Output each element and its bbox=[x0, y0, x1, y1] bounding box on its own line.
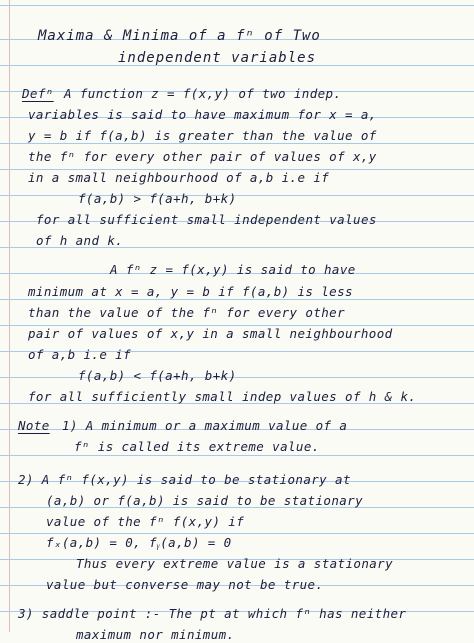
title-line-2: independent variables bbox=[118, 50, 317, 66]
note-label: Note bbox=[18, 418, 50, 433]
note-2-line: Thus every extreme value is a stationary bbox=[76, 556, 394, 571]
title-line-1: Maxima & Minima of a fⁿ of Two bbox=[38, 28, 321, 44]
minimum-line: than the value of the fⁿ for every other bbox=[28, 305, 346, 320]
definition-line: the fⁿ for every other pair of values of x,y bbox=[28, 149, 377, 164]
definition-line: of h and k. bbox=[36, 233, 124, 248]
definition-label: Defⁿ bbox=[22, 86, 54, 101]
margin-line bbox=[9, 0, 10, 632]
definition-line: in a small neighbourhood of a,b i.e if bbox=[28, 170, 330, 185]
note-2-line: value of the fⁿ f(x,y) if bbox=[46, 514, 245, 529]
minimum-line: for all sufficiently small indep values of h & k. bbox=[28, 389, 417, 404]
note-3-line: 3) saddle point :- The pt at which fⁿ has neither bbox=[18, 606, 407, 621]
definition-line: y = b if f(a,b) is greater than the value of bbox=[28, 128, 377, 143]
note-2-line: value but converse may not be true. bbox=[46, 577, 324, 592]
definition-inequality: f(a,b) > f(a+h, b+k) bbox=[78, 191, 237, 206]
definition-line: variables is said to have maximum for x = a, bbox=[28, 107, 377, 122]
minimum-line: pair of values of x,y in a small neighbourhood bbox=[28, 326, 393, 341]
note-1-line: fⁿ is called its extreme value. bbox=[74, 439, 320, 454]
note-3-line: maximum nor minimum. bbox=[76, 627, 235, 642]
note-2-line: (a,b) or f(a,b) is said to be stationary bbox=[46, 493, 364, 508]
minimum-line: of a,b i.e if bbox=[28, 347, 132, 362]
definition-line: A function z = f(x,y) of two indep. bbox=[64, 86, 342, 101]
note-2-equations: fₓ(a,b) = 0, fᵧ(a,b) = 0 bbox=[46, 535, 232, 550]
minimum-line: minimum at x = a, y = b if f(a,b) is less bbox=[28, 284, 353, 299]
definition-line: for all sufficient small independent values bbox=[36, 212, 377, 227]
minimum-inequality: f(a,b) < f(a+h, b+k) bbox=[78, 368, 237, 383]
note-2-line: 2) A fⁿ f(x,y) is said to be stationary at bbox=[18, 472, 351, 487]
minimum-line: A fⁿ z = f(x,y) is said to have bbox=[110, 262, 356, 277]
note-1-line: 1) A minimum or a maximum value of a bbox=[62, 418, 348, 433]
